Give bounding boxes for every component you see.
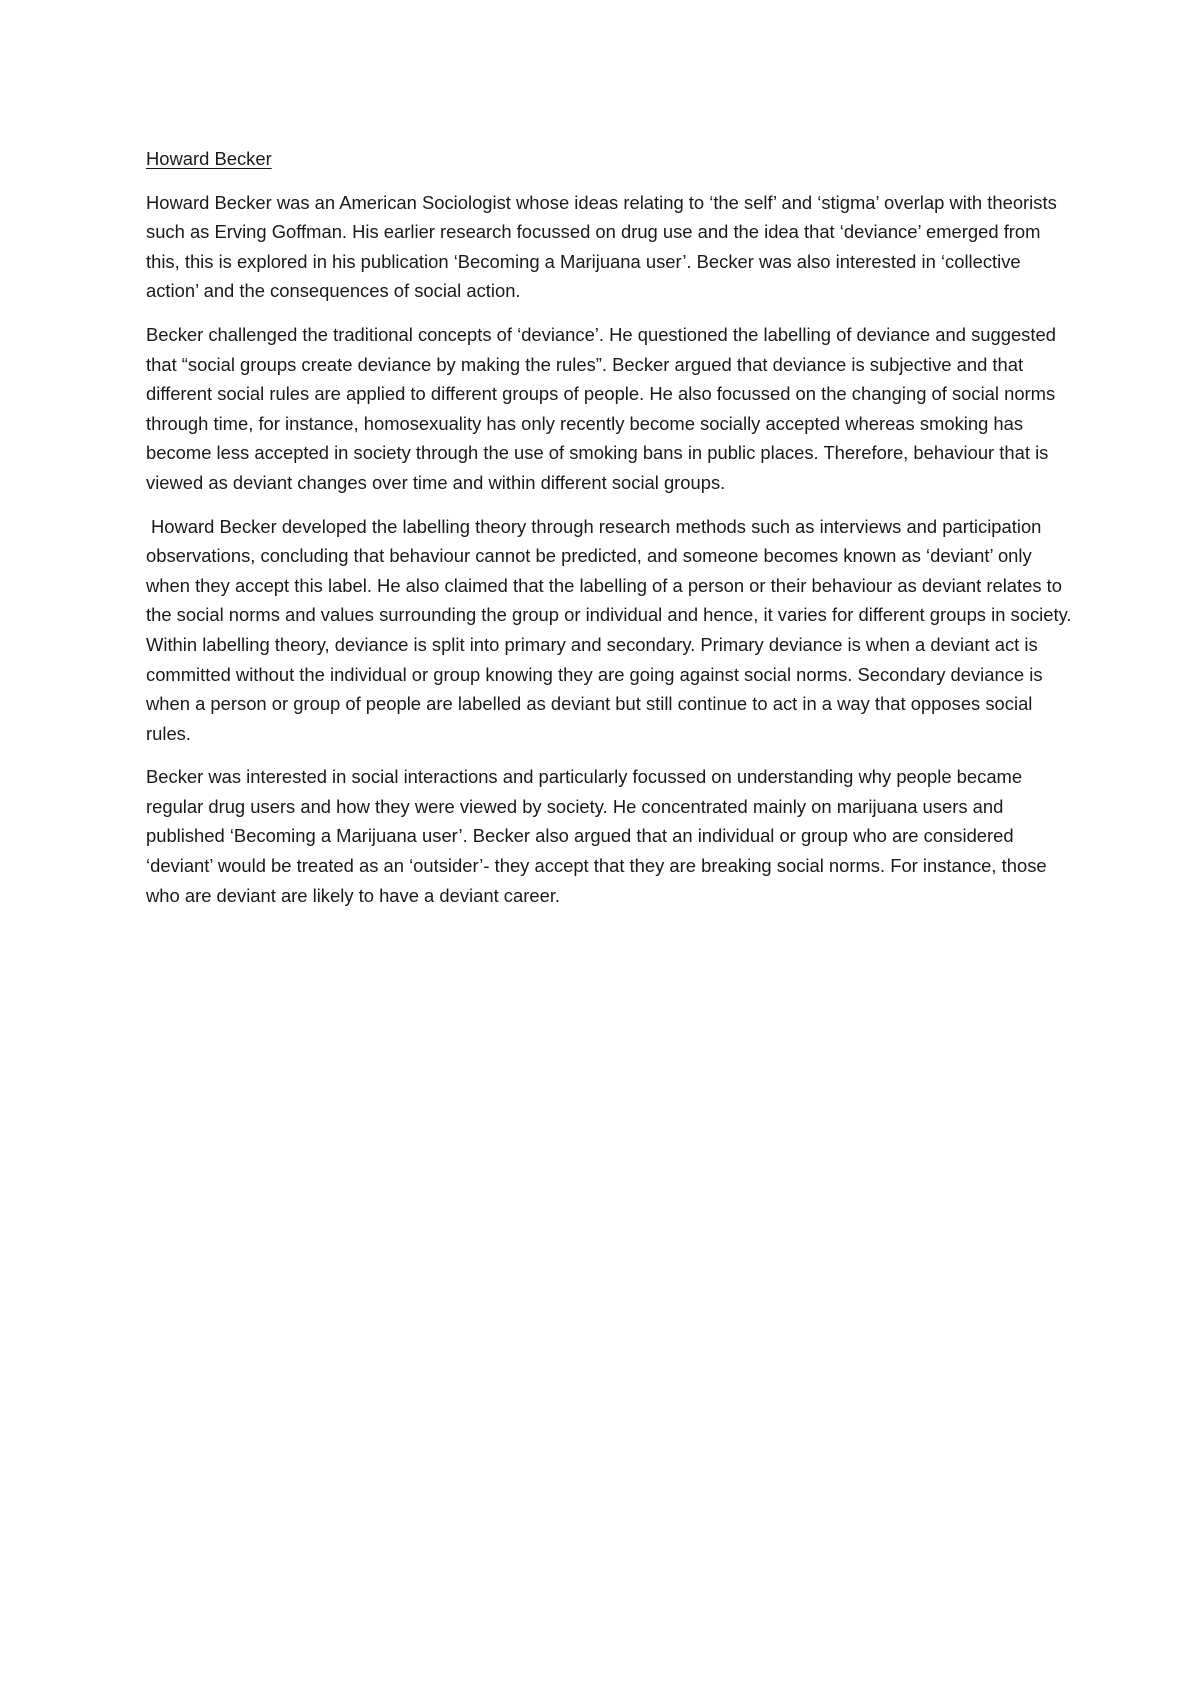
document-title: Howard Becker — [146, 148, 272, 169]
paragraph-deviance-concepts: Becker challenged the traditional concepts of ‘deviance’. He questioned the labelling of deviance and suggested that “social groups create deviance by making the rules”. Becker argued that deviance is subjective and that different social rules are applied to different groups of people. He also focussed on the changing of social norms through time, for instance, homosexuality has only recently become socially accepted whereas smoking has become less accepted in society through the use of smoking bans in public places. Therefore, behaviour that is viewed as deviant changes over time and within different social groups. — [146, 323, 1056, 493]
paragraph-labelling-theory: Howard Becker developed the labelling theory through research methods such as interviews and participation observations, concluding that behaviour cannot be predicted, and someone becomes known as ‘deviant’ only when they accept this label. He also claimed that the labelling of a person or their behaviour as deviant relates to the social norms and values surrounding the group or individual and hence, it varies for different groups in society. Within labelling theory, deviance is split into primary and secondary. Primary deviance is when a deviant act is committed without the individual or group knowing they are going against social norms. Secondary deviance is when a person or group of people are labelled as deviant but still continue to act in a way that opposes social rules. — [146, 515, 1072, 744]
paragraph-introduction: Howard Becker was an American Sociologist whose ideas relating to ‘the self’ and ‘stigma’ overlap with theorists such as Erving Goffman. His earlier research focussed on drug use and the idea that ‘deviance’ emerged from this, this is explored in his publication ‘Becoming a Marijuana user’. Becker was also interested in ‘collective action’ and the consequences of social action. — [146, 191, 1057, 302]
document-body — [146, 144, 1072, 924]
paragraph-social-interactions: Becker was interested in social interactions and particularly focussed on understanding why people became regular drug users and how they were viewed by society. He concentrated mainly on marijuana users and published ‘Becoming a Marijuana user’. Becker also argued that an individual or group who are considered ‘deviant’ would be treated as an ‘outsider’- they accept that they are breaking social norms. For instance, those who are deviant are likely to have a deviant career. — [146, 766, 1047, 906]
